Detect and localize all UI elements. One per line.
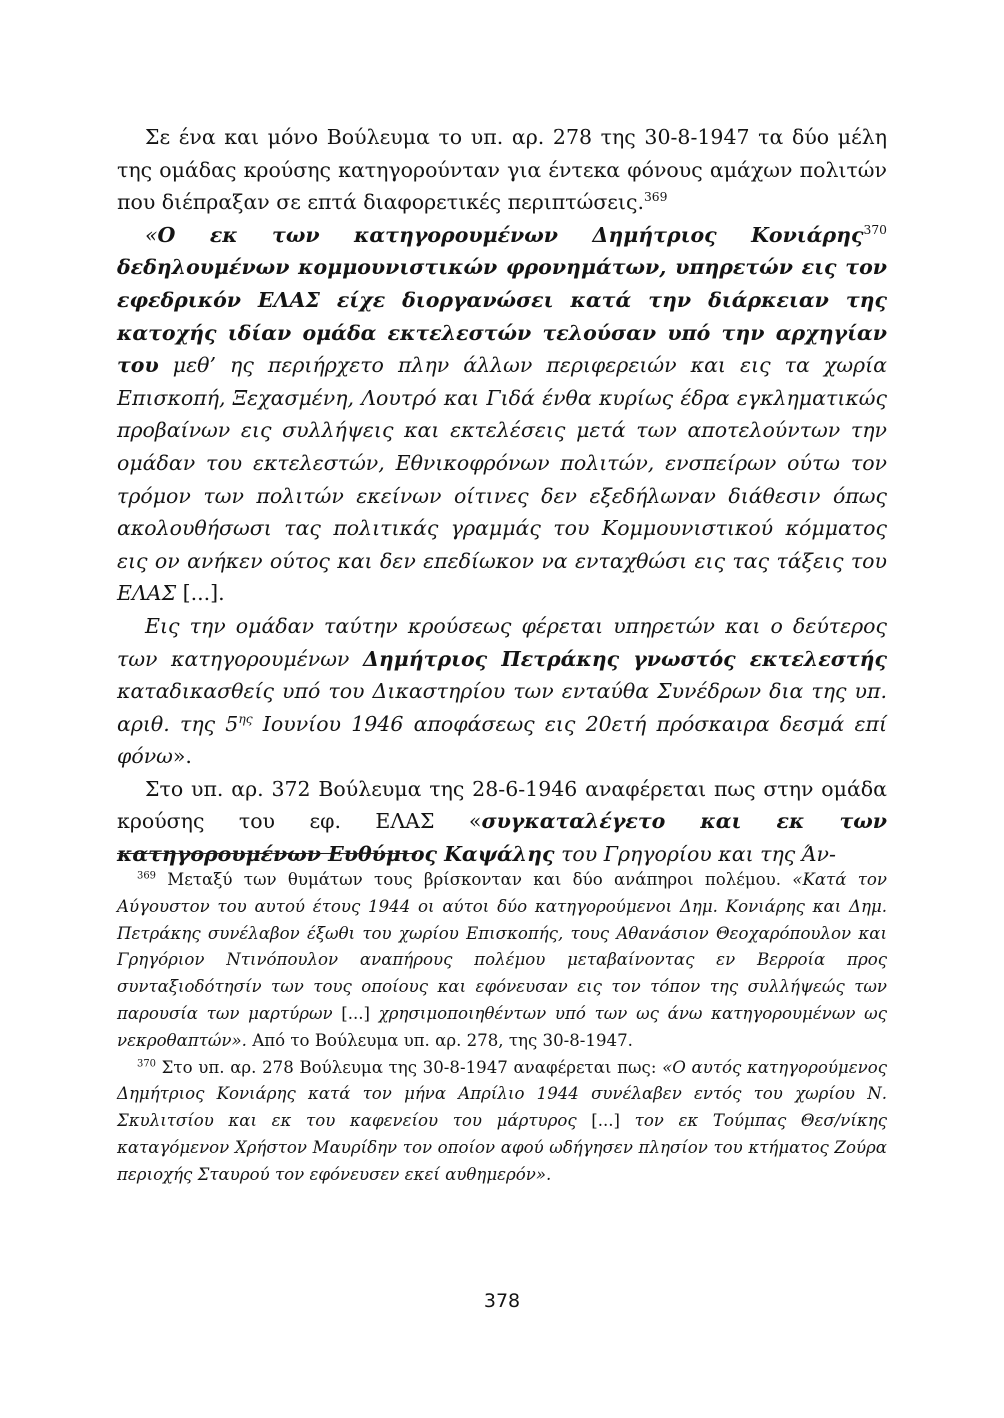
footnote-ref-370[interactable]: 370 [863, 222, 887, 237]
ellipsis-bracket: [...] [332, 1003, 379, 1023]
ellipsis-bracket: [...]. [176, 581, 225, 606]
footnote-quote: «Ο αυτός κατηγορούμενος Δημήτριος Κονιάρης κατά τον μήνα Απρίλιο 1944 συνέλαβεν εντός του χωρίου Ν. Σκυλιτσίου και εκ του καφενείου του μάρτυρος [117, 1057, 887, 1131]
bold-quote-segment: Ο εκ των κατηγορουμένων Δημήτριος Κονιάρης [157, 222, 864, 247]
footnote-quote: τον εκ Τούμπας Θεσ/νίκης καταγόμενον Χρήστον Μαυρίδην τον οποίον αφού ωδήγησεν πλησίον του κτήματος Ζούρα περιοχής Σταυρού τον εφόνευσεν εκεί αυθημερόν». [117, 1111, 887, 1184]
paragraph-3 [117, 610, 887, 773]
ordinal-superscript: ης [238, 711, 253, 726]
quote-open: « [145, 222, 158, 247]
bold-quote-segment: δεδηλουμένων κομμουνιστικών φρονημάτων, υπηρετών εις τον εφεδρικόν ΕΛΑΣ είχε διοργανώσει κατά την διάρκειαν της κατοχής ιδίαν ομάδα εκτελεστών τελούσαν υπό την αρχηγίαν του [117, 255, 887, 378]
paragraph-1-text: Σε ένα και μόνο Βούλευμα το υπ. αρ. 278 της 30-8-1947 τα δύο μέλη της ομάδας κρούσης κατηγορούνταν για έντεκα φόνους αμάχων πολιτών που διέπραξαν σε επτά διαφορετικές περιπτώσεις. [117, 125, 887, 215]
ellipsis-bracket: [...] [576, 1111, 635, 1131]
italic-quote-segment: Ιουνίου 1946 αποφάσεως εις 20ετή πρόσκαιρα δεσμά επί φόνω [117, 711, 887, 769]
footnote-369 [117, 867, 887, 1055]
bold-quote-segment: συγκαταλέγετο και εκ των κατηγορουμένων Ευθύμιος Καψάλης [117, 809, 887, 867]
bold-quote-segment: Δημήτριος Πετράκης γνωστός εκτελεστής [362, 646, 887, 671]
footnote-quote: χρησιμοποιηθέντων υπό των ως άνω κατηγορουμένων ως νεκροθαπτών». [117, 1003, 887, 1050]
quote-close: ». [172, 744, 192, 769]
paragraph-1 [117, 121, 887, 219]
footnote-ref-369[interactable]: 369 [643, 190, 668, 205]
footnotes [117, 867, 887, 1189]
italic-quote-segment: μεθ’ ης περιήρχετο πλην άλλων περιφερειών και εις τα χωρία Επισκοπή, Ξεχασμένη, Λουτρό και Γιδά ένθα κυρίως έδρα εγκληματικώς προβαίνων εις συλλήψεις και εκτελέσεις μετά των αποτελούντων την ομάδαν του εκτελεστών, Εθνικοφρόνων πολιτών, ενσπείρων ούτω τον τρόμον των πολιτών εκείνων οίτινες δεν εξεδήλωναν διάθεσιν όπως ακολουθήσωσι τας πολιτικάς γραμμάς του Κομμουνιστικού κόμματος εις ον ανήκεν ούτος και δεν επεδίωκον να ενταχθώσι εις τας τάξεις του ΕΛΑΣ [117, 353, 887, 606]
footnote-number: 369 [137, 870, 156, 882]
paragraph-2 [117, 219, 887, 610]
footnote-text: Μεταξύ των θυμάτων τους βρίσκονταν και δύο ανάπηροι πολέμου. [156, 870, 793, 889]
italic-quote-segment: του Γρηγορίου και της Άν- [554, 842, 836, 867]
paragraph-4 [117, 773, 887, 871]
footnote-text: Στο υπ. αρ. 278 Βούλευμα της 30-8-1947 αναφέρεται πως: [156, 1057, 663, 1077]
footnote-source: Από το Βούλευμα υπ. αρ. 278, της 30-8-1947. [246, 1030, 633, 1050]
footnote-370 [117, 1055, 887, 1189]
paragraph-4-text: Στο υπ. αρ. 372 Βούλευμα της 28-6-1946 αναφέρεται πως στην ομάδα κρούσης του εφ. ΕΛΑΣ « [117, 776, 887, 834]
main-text [117, 121, 887, 871]
italic-quote-segment: καταδικασθείς υπό του Δικαστηρίου των ενταύθα Συνέδρων δια της υπ. αριθ. της 5 [117, 679, 887, 736]
footnote-quote: «Κατά τον Αύγουστον του αυτού έτους 1944 οι αύτοι δύο κατηγορούμενοι Δημ. Κονιάρης και Δημ. Πετράκης συνέλαβον έξωθι του χωρίου Επισκοπής, τους Αθανάσιον Θεοχαρόπουλον και Γρηγόριον Ντινόπουλον αναπήρους πολέμου μεταβαίνοντας εν Βερροία προς συνταξιοδότησίν των τους οποίους και εφόνευσαν εις τον τόπον της συλλήψεώς των παρουσία των μαρτύρων [117, 870, 887, 1023]
footnote-separator [117, 853, 417, 854]
footnote-number: 370 [137, 1058, 156, 1070]
page-number: 378 [483, 1290, 521, 1312]
italic-quote-segment: Εις την ομάδαν ταύτην κρούσεως φέρεται υπηρετών και ο δεύτερος των κατηγορουμένων [117, 613, 887, 671]
